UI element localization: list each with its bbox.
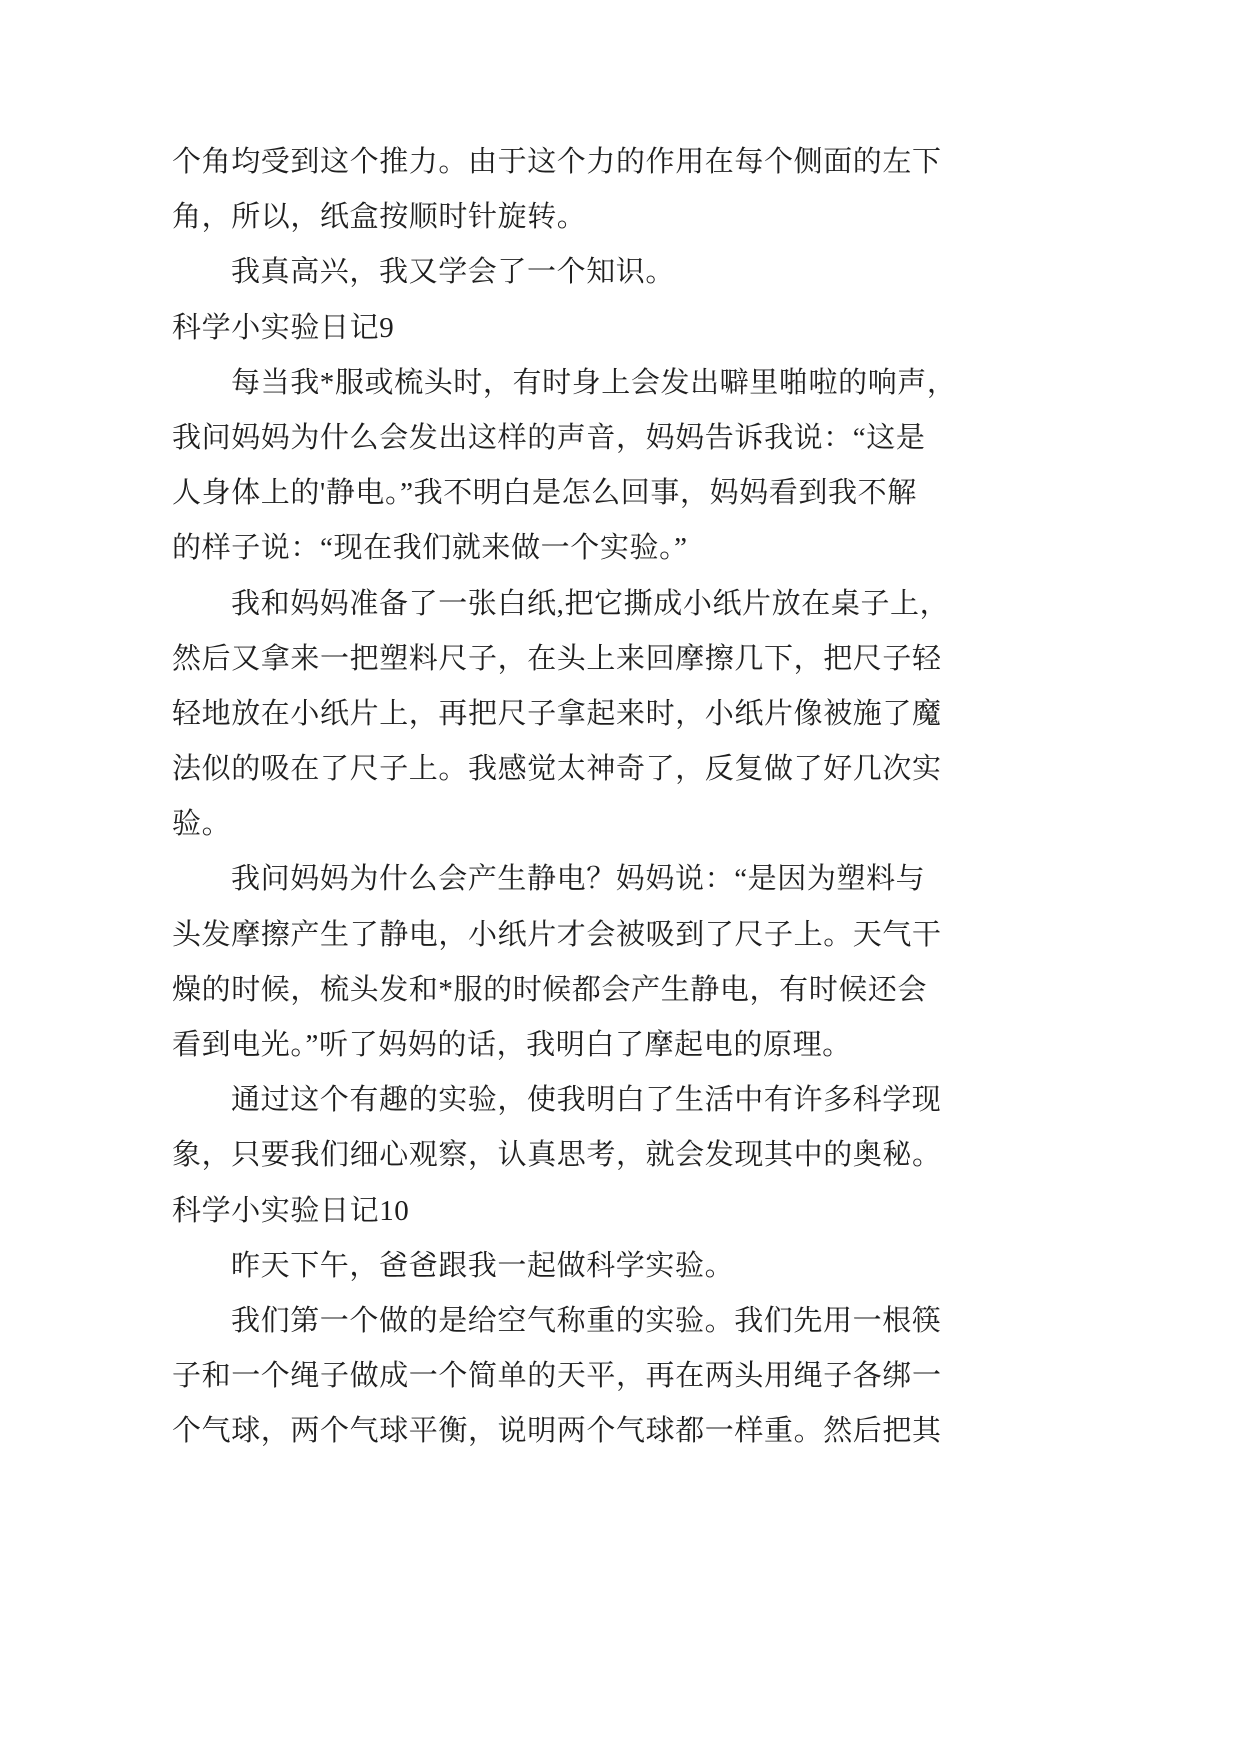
text-line: 看到电光。”听了妈妈的话，我明白了摩起电的原理。 (172, 1029, 852, 1061)
paragraph (172, 356, 1072, 577)
paragraph-continued (172, 135, 1072, 245)
text-line: 通过这个有趣的实验，使我明白了生活中有许多科学现 (231, 1084, 942, 1117)
text-line: 头发摩擦产生了静电，小纸片才会被吸到了尺子上。天气干 (172, 918, 942, 951)
section-heading: 科学小实验日记9 (172, 311, 395, 344)
text-line: 我和妈妈准备了一张白纸,把它撕成小纸片放在桌子上， (231, 587, 950, 620)
paragraph (172, 245, 1072, 300)
text-line: 子和一个绳子做成一个简单的天平，再在两头用绳子各绑一 (172, 1360, 942, 1393)
section-heading: 科学小实验日记10 (172, 1194, 410, 1227)
document-body (172, 135, 1072, 1460)
text-line: 个气球，两个气球平衡，说明两个气球都一样重。然后把其 (172, 1415, 942, 1448)
paragraph (172, 1073, 1072, 1183)
text-line: 象，只要我们细心观察，认真思考，就会发现其中的奥秘。 (172, 1139, 942, 1172)
text-line: 人身体上的'静电。”我不明白是怎么回事，妈妈看到我不解 (172, 477, 917, 510)
text-line: 每当我*服或梳头时，有时身上会发出噼里啪啦的响声， (231, 366, 957, 399)
text-line: 角，所以，纸盒按顺时针旋转。 (172, 201, 587, 234)
text-line: 验。 (172, 808, 232, 841)
text-line: 然后又拿来一把塑料尺子，在头上来回摩擦几下，把尺子轻 (172, 642, 942, 675)
text-line: 昨天下午，爸爸跟我一起做科学实验。 (231, 1249, 735, 1282)
text-line: 的样子说：“现在我们就来做一个实验。” (172, 532, 688, 565)
paragraph (172, 1294, 1072, 1460)
paragraph (172, 1239, 1072, 1294)
paragraph (172, 577, 1072, 853)
text-line: 我们第一个做的是给空气称重的实验。我们先用一根筷 (231, 1304, 942, 1337)
text-line: 我真高兴，我又学会了一个知识。 (231, 256, 676, 289)
text-line: 燥的时候，梳头发和*服的时候都会产生静电，有时候还会 (172, 973, 928, 1006)
text-line: 个角均受到这个推力。由于这个力的作用在每个侧面的左下 (172, 146, 942, 178)
text-line: 轻地放在小纸片上，再把尺子拿起来时，小纸片像被施了魔 (172, 697, 942, 730)
text-line: 我问妈妈为什么会产生静电？妈妈说：“是因为塑料与 (231, 863, 926, 896)
text-line: 我问妈妈为什么会发出这样的声音，妈妈告诉我说：“这是 (172, 421, 926, 454)
text-line: 法似的吸在了尺子上。我感觉太神奇了，反复做了好几次实 (172, 753, 942, 786)
paragraph (172, 852, 1072, 1073)
